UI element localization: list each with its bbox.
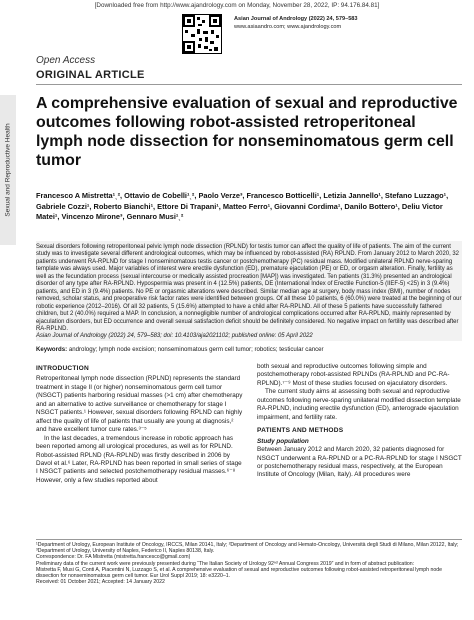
journal-website[interactable]: www.asiaandro.com; www.ajandrology.com	[234, 23, 342, 30]
keywords	[36, 346, 462, 354]
introduction-paragraph: Retroperitoneal lymph node dissection (RPLND) represents the standard treatment in stage II (or higher) nonseminomatous germ cell tumor (NSGCT) patients harboring residual masses (>1 cm) after chemotherapy and an alternative to active surveillance or chemotherapy for stage I NSGCT patients.¹ However, sexual disorders following RPLND can highly affect the quality of life of patients that usually are young at diagnosis,² and have excellent tumor cure rates.³⁻⁵	[36, 375, 243, 434]
body-paragraph: both sexual and reproductive outcomes following simple and postchemotherapy robot-assisted RPLNDs (RA-RPLND and PC-RA-RPLND).⁷⁻⁹ Most of these studies focused on ejaculatory disorders.	[257, 363, 450, 387]
download-banner: [Downloaded free from http://www.ajandrology.com on Monday, November 28, 2022, IP: 94.176.84.81]	[94, 2, 380, 9]
body-paragraph: The current study aims at assessing both sexual and reproductive outcomes following nerve-sparing unilateral modified dissection template RA-RPLND, including erectile dysfunction (ED), anterograde ejaculation impairment, and fertility rate.	[257, 388, 461, 421]
qr-code-icon	[182, 14, 222, 54]
right-column	[257, 363, 465, 480]
journal-header	[234, 16, 464, 31]
keywords-text: andrology; lymph node excision; nonseminomatous germ cell tumor; robotics; testicular cancer	[68, 346, 324, 353]
affiliations: ¹Department of Urology, European Institute of Oncology, IRCCS, Milan 20141, Italy; ²Department of Oncology and Hemato-Oncology, Università degli Studi di Milano, Milan 20122, Italy; ³Department of Urology, University of Naples, Federico II, Naples 80138, Italy.	[36, 542, 459, 555]
side-tab-label: Sexual and Reproductive Health	[4, 123, 12, 217]
introduction-paragraph: In the last decades, a tremendous increase in robotic approach has been reported among all urological procedures, as well as for RPLND. Robot-assisted RPLND (RA-RPLND) was firstly described in 2006 by Davol et al.⁶ Later, RA-RPLND has been reported in small series of stage I NSGCT patients and selected postchemotherapy residual masses.⁶⁻⁸ However, only a few studies reported about	[36, 434, 242, 484]
journal-citation: Asian Journal of Andrology (2022) 24, 579–583	[234, 16, 358, 22]
introduction-heading: INTRODUCTION	[36, 365, 89, 372]
abstract-text: Sexual disorders following retroperitoneal pelvic lymph node dissection (RPLND) for testis tumor can affect the quality of life of patients. The aim of the current study was to investigate several different andrological outcomes, which may be influenced by robot-assisted (RA) RPLND. From January 2012 to March 2020, 32 patients underwent RA-RPLND for stage I nonseminomatous testis cancer or postchemotherapy (PC) residual mass. Modified unilateral RPLND nerve-sparing template was always used. Major variables of interest were erectile dysfunction (ED), premature ejaculation (PE) or ED, or orgasm alteration. Finally, fertility as well as the fecundation process (sexual intercourse or medically assisted procreation [MAP]) was investigated. Ten patients (31.3%) presented an andrological disorder of any type after RA-RPLND. Hypospermia was present in 4 (12.5%) patients, DE (International Index of Erectile Function-5 (IIEF-5) <25) in 3 (9.4%) patients, and ED in 3 (9.4%) patients. No PE or orgasmic alterations were described. Similar median age at surgery, body mass index (BMI), number of nodes removed, scholar status, and preoperative risk factor rates were identified between groups. Of all these 10 patients, 6 (60.0%) were treated at the beginning of our robotic experience (2012–2016). Of all 32 patients, 5 (15.6%) attempted to have a child after RA-RPLND. All of these 5 patients have successfully fathered children, but 2 (40.0%) required a MAP. In conclusion, a nonnegligible number of andrological complications occurred after RA-RPLND, mainly represented by ejaculation disorders, but ED occurrence and overall sexual satisfaction deficit should be definitely considered. No negative impact on fertility was described after RA-RPLND.	[36, 244, 462, 332]
article-title: A comprehensive evaluation of sexual and reproductive outcomes following robot-assisted retroperitoneal lymph node dissection for nonseminomatous germ cell tumor	[36, 95, 458, 169]
author-list: Francesco A Mistretta¹ˎ², Ottavio de Cobelli¹ˎ², Paolo Verze³, Francesco Botticelli¹, Letizia Jannello¹, Stefano Luzzago¹, Gabriele Cozzi¹, Roberto Bianchi¹, Ettore Di Trapani¹, Matteo Ferro¹, Giovanni Cordima¹, Danilo Bottero¹, Deliu Victor Matei¹, Vincenzo Mirone³, Gennaro Musi¹ˎ²	[36, 191, 449, 222]
footnote-divider	[36, 539, 462, 540]
section-side-tab	[0, 95, 16, 245]
study-population-subheading: Study population	[257, 437, 309, 445]
body-paragraph: Between January 2012 and March 2020, 32 patients diagnosed for NSGCT underwent a RA-RPLND or a PC-RA-RPLND for stage I NSGCT or postchemotherapy residual mass, respectively, at the European Institute of Oncology (Milan, Italy). All procedures were	[257, 446, 462, 479]
footnotes	[36, 542, 462, 585]
article-type: ORIGINAL ARTICLE	[36, 69, 145, 81]
correspondence: Correspondence: Dr. FA Mistretta (mistretta.francesco@gmail.com)	[36, 554, 191, 561]
received-accepted-dates: Received: 01 October 2021; Accepted: 14 January 2022	[36, 579, 165, 586]
open-access-label: Open Access	[36, 55, 96, 66]
methods-heading: PATIENTS AND METHODS	[257, 427, 344, 435]
left-column	[36, 365, 244, 485]
header-divider	[36, 84, 462, 85]
prior-publication-reference: Mistretta F, Musi G, Conti A, Piacentini N, Luzzago S, et al. A comprehensive evaluation of sexual and reproductive outcomes following robot-assisted retroperitoneal lymph node dissection for nonseminomatous germ cell tumor. Eur Urol Suppl 2019; 18: e3220–1.	[36, 566, 442, 580]
keywords-label: Keywords:	[36, 346, 68, 353]
abstract	[36, 244, 462, 341]
presentation-note: Preliminary data of the current work were previously presented during “The Italian Society of Urology 92ⁿᵈ Annual Congress 2019” and in form of abstract publication:	[36, 560, 415, 567]
citation-line: Asian Journal of Andrology (2022) 24, 579–583; doi: 10.4103/aja2021102; published online: 05 April 2022	[36, 333, 313, 340]
